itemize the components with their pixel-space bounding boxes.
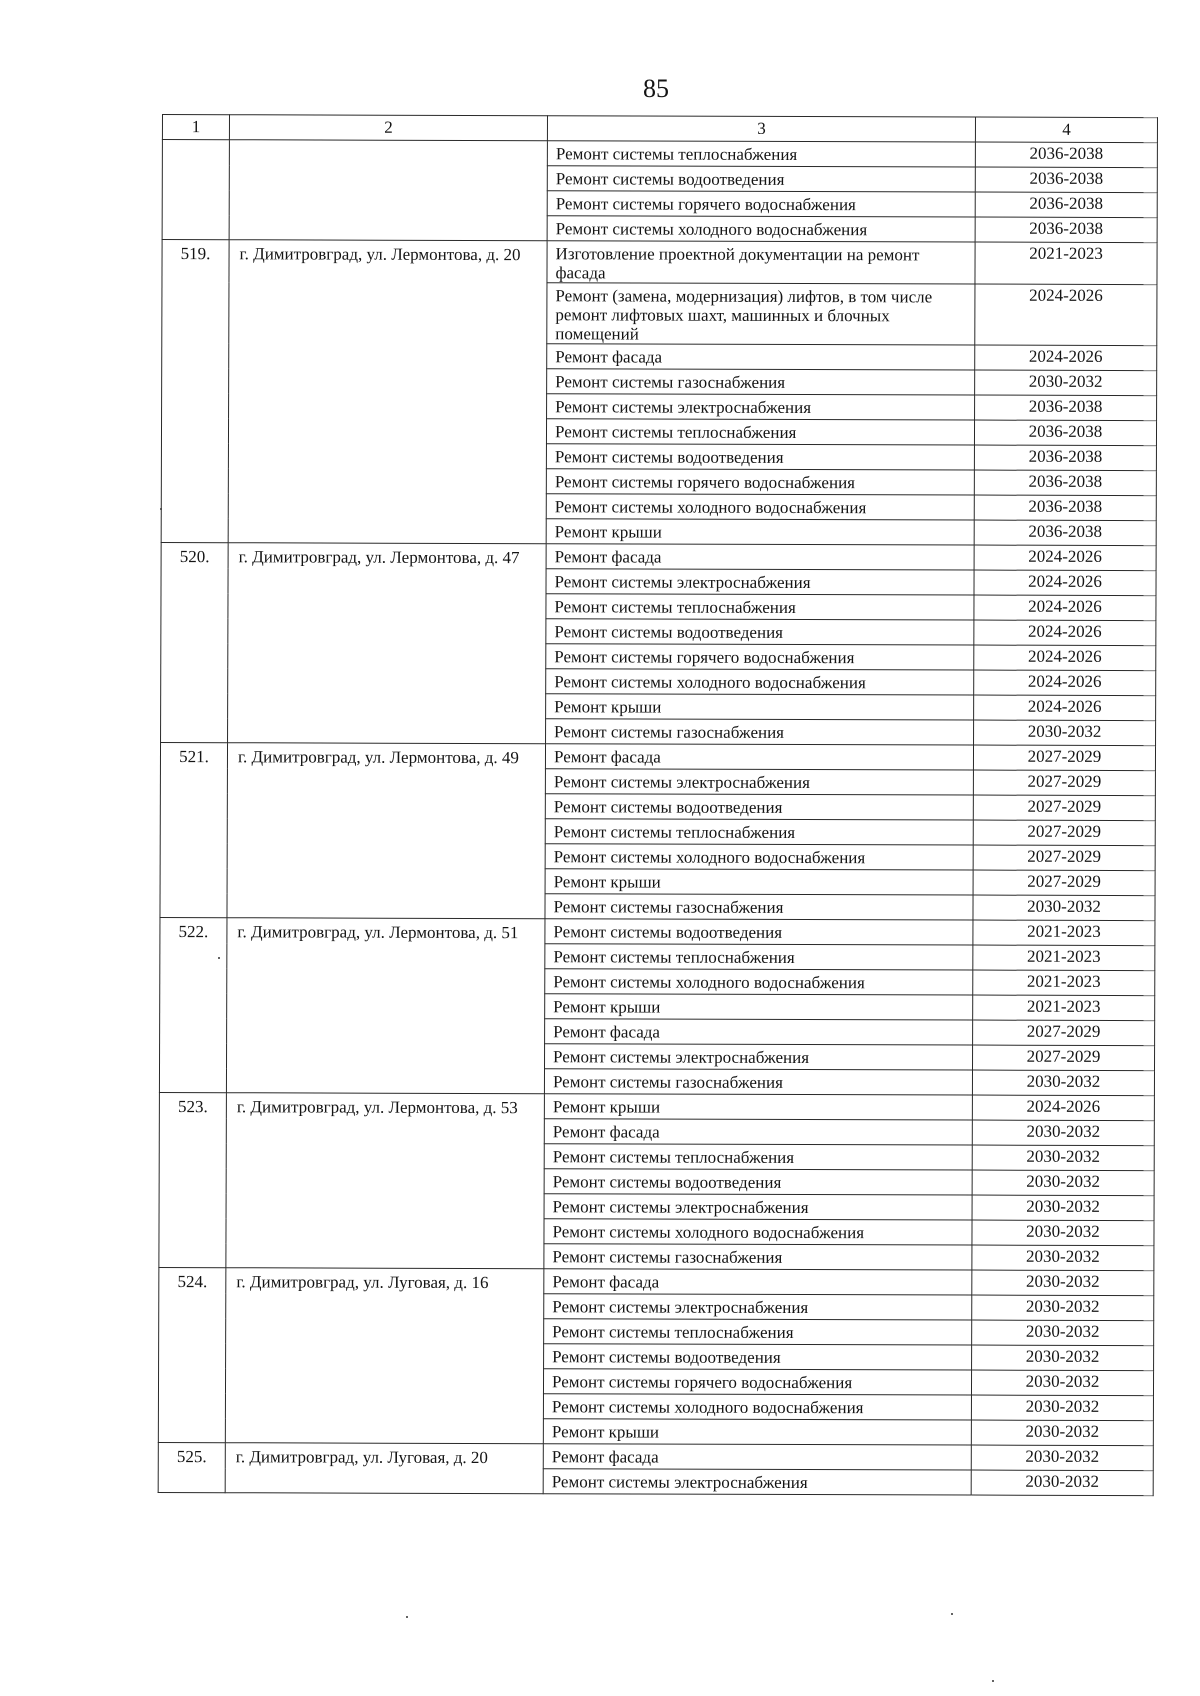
period-cell: 2030-2032 [972,1170,1154,1196]
work-type-cell: Ремонт фасада [544,1269,972,1295]
period-cell: 2030-2032 [971,1395,1153,1421]
table-row [160,917,1155,945]
period-cell: 2024-2026 [974,670,1156,696]
row-number-cell: 521. [160,742,228,917]
address-cell: г. Димитровград, ул. Лермонтова, д. 51 [226,918,545,1094]
work-type-cell: Ремонт системы водоотведения [546,444,974,470]
period-cell: 2024-2026 [974,645,1156,671]
work-type-cell: Ремонт фасада [543,1444,971,1470]
period-cell: 2030-2032 [971,1420,1153,1446]
work-type-cell: Ремонт крыши [546,694,974,720]
work-type-cell: Ремонт системы электроснабжения [544,1194,972,1220]
table-row [159,1267,1154,1295]
work-type-cell: Ремонт фасада [545,1019,973,1045]
work-type-cell: Ремонт крыши [544,1094,972,1120]
work-type-cell: Ремонт системы водоотведения [545,919,973,945]
work-type-cell: Ремонт системы газоснабжения [545,894,973,920]
work-type-cell: Ремонт фасада [547,344,975,370]
table-row [162,140,1157,168]
period-cell: 2036-2038 [974,470,1156,496]
period-cell: 2030-2032 [972,1070,1154,1096]
period-cell: 2030-2032 [973,895,1155,921]
period-cell: 2027-2029 [973,845,1155,871]
period-cell: 2036-2038 [974,520,1156,546]
work-type-cell: Ремонт системы электроснабжения [545,1044,973,1070]
period-cell: 2030-2032 [971,1445,1153,1471]
work-type-cell: Ремонт системы газоснабжения [544,1244,972,1270]
work-type-cell: Ремонт системы холодного водоснабжения [546,494,974,520]
work-type-cell: Ремонт системы теплоснабжения [546,594,974,620]
period-cell: 2024-2026 [975,284,1157,346]
period-cell: 2021-2023 [975,242,1157,285]
work-type-cell: Ремонт системы холодного водоснабжения [547,216,975,242]
work-type-cell: Ремонт системы водоотведения [546,619,974,645]
work-type-cell: Ремонт системы водоотведения [544,1169,972,1195]
table-row [162,240,1157,285]
table-row [161,542,1156,570]
period-cell: 2030-2032 [975,370,1157,396]
header-row [162,115,1157,143]
work-type-cell: Ремонт системы теплоснабжения [544,1144,972,1170]
work-type-cell: Ремонт крыши [545,869,973,895]
period-cell: 2030-2032 [972,1245,1154,1271]
work-type-cell: Ремонт системы горячего водоснабжения [547,191,975,217]
work-type-cell: Ремонт фасада [546,544,974,570]
work-type-cell: Изготовление проектной документации на ремонт фасада [547,241,975,284]
period-cell: 2021-2023 [973,920,1155,946]
address-cell: г. Димитровград, ул. Луговая, д. 20 [225,1443,543,1494]
period-cell: 2024-2026 [975,345,1157,371]
period-cell: 2024-2026 [974,695,1156,721]
work-type-cell: Ремонт системы водоотведения [544,1344,972,1370]
period-cell: 2030-2032 [972,1145,1154,1171]
work-type-cell: Ремонт системы водоотведения [545,794,973,820]
work-type-cell: Ремонт системы теплоснабжения [545,944,973,970]
address-cell: г. Димитровград, ул. Луговая, д. 16 [225,1268,544,1444]
period-cell: 2036-2038 [974,420,1156,446]
period-cell: 2027-2029 [973,745,1155,771]
table-body [158,115,1157,1496]
period-cell: 2030-2032 [972,1320,1154,1346]
address-cell: г. Димитровград, ул. Лермонтова, д. 53 [226,1093,545,1269]
period-cell: 2024-2026 [974,545,1156,571]
period-cell: 2021-2023 [973,995,1155,1021]
capital-repair-table [158,114,1158,1496]
work-type-cell: Ремонт фасада [544,1119,972,1145]
period-cell: 2024-2026 [974,570,1156,596]
period-cell: 2021-2023 [973,970,1155,996]
work-type-cell: Ремонт системы теплоснабжения [546,419,974,445]
header-col-1: 1 [162,115,229,140]
scan-speck [992,1680,994,1682]
table-row [159,1092,1154,1120]
work-type-cell: Ремонт системы теплоснабжения [547,141,975,167]
work-type-cell: Ремонт системы электроснабжения [546,569,974,595]
work-type-cell: Ремонт крыши [545,994,973,1020]
work-type-cell: Ремонт системы теплоснабжения [545,819,973,845]
period-cell: 2027-2029 [973,820,1155,846]
period-cell: 2030-2032 [974,720,1156,746]
address-cell: г. Димитровград, ул. Лермонтова, д. 49 [227,743,546,919]
work-type-cell: Ремонт системы газоснабжения [547,369,975,395]
work-type-cell: Ремонт системы газоснабжения [546,719,974,745]
work-type-cell: Ремонт системы электроснабжения [545,769,973,795]
work-type-cell: Ремонт системы газоснабжения [544,1069,972,1095]
period-cell: 2036-2038 [975,192,1157,218]
scan-speck [218,957,220,959]
period-cell: 2036-2038 [974,495,1156,521]
row-number-cell: 523. [159,1092,227,1267]
work-type-cell: Ремонт системы холодного водоснабжения [545,969,973,995]
work-type-cell: Ремонт фасада [545,744,973,770]
row-number-cell: 522. [159,917,227,1092]
work-type-cell: Ремонт (замена, модернизация) лифтов, в том числе ремонт лифтовых шахт, машинных и блочных помещений [547,283,975,345]
address-cell: г. Димитровград, ул. Лермонтова, д. 47 [228,543,547,744]
address-cell: г. Димитровград, ул. Лермонтова, д. 20 [228,240,547,544]
row-number-cell: 525. [158,1442,225,1492]
period-cell: 2024-2026 [972,1095,1154,1121]
work-type-cell: Ремонт системы горячего водоснабжения [546,469,974,495]
work-type-cell: Ремонт системы теплоснабжения [544,1319,972,1345]
work-type-cell: Ремонт крыши [543,1419,971,1445]
table-row [160,742,1155,770]
scan-speck [406,1616,408,1618]
period-cell: 2027-2029 [973,1020,1155,1046]
header-col-4: 4 [975,117,1157,143]
row-number-cell [162,140,229,240]
period-cell: 2027-2029 [973,770,1155,796]
period-cell: 2036-2038 [975,217,1157,243]
period-cell: 2036-2038 [975,167,1157,193]
period-cell: 2030-2032 [972,1270,1154,1296]
period-cell: 2027-2029 [973,1045,1155,1071]
period-cell: 2036-2038 [975,395,1157,421]
work-type-cell: Ремонт системы холодного водоснабжения [543,1394,971,1420]
page-number: 85 [643,74,669,103]
work-type-cell: Ремонт крыши [546,519,974,545]
row-number-cell: 519. [161,240,229,543]
period-cell: 2030-2032 [971,1470,1153,1496]
period-cell: 2030-2032 [972,1295,1154,1321]
header-col-3: 3 [547,116,975,142]
period-cell: 2036-2038 [974,445,1156,471]
period-cell: 2027-2029 [973,870,1155,896]
period-cell: 2021-2023 [973,945,1155,971]
header-col-2: 2 [229,115,547,141]
work-type-cell: Ремонт системы холодного водоснабжения [544,1219,972,1245]
work-type-cell: Ремонт системы водоотведения [547,166,975,192]
work-type-cell: Ремонт системы холодного водоснабжения [546,669,974,695]
period-cell: 2024-2026 [974,595,1156,621]
work-type-cell: Ремонт системы электроснабжения [544,1294,972,1320]
period-cell: 2036-2038 [975,142,1157,168]
period-cell: 2027-2029 [973,795,1155,821]
row-number-cell: 524. [158,1267,226,1442]
period-cell: 2030-2032 [972,1220,1154,1246]
scan-speck [951,1613,953,1615]
period-cell: 2030-2032 [972,1345,1154,1371]
period-cell: 2030-2032 [971,1370,1153,1396]
work-type-cell: Ремонт системы горячего водоснабжения [543,1369,971,1395]
work-type-cell: Ремонт системы горячего водоснабжения [546,644,974,670]
period-cell: 2030-2032 [972,1195,1154,1221]
row-number-cell: 520. [161,542,229,742]
work-type-cell: Ремонт системы холодного водоснабжения [545,844,973,870]
scan-speck [160,508,162,510]
work-type-cell: Ремонт системы электроснабжения [543,1469,971,1495]
address-cell [229,140,547,241]
period-cell: 2024-2026 [974,620,1156,646]
work-type-cell: Ремонт системы электроснабжения [547,394,975,420]
table-row [158,1442,1153,1470]
period-cell: 2030-2032 [972,1120,1154,1146]
